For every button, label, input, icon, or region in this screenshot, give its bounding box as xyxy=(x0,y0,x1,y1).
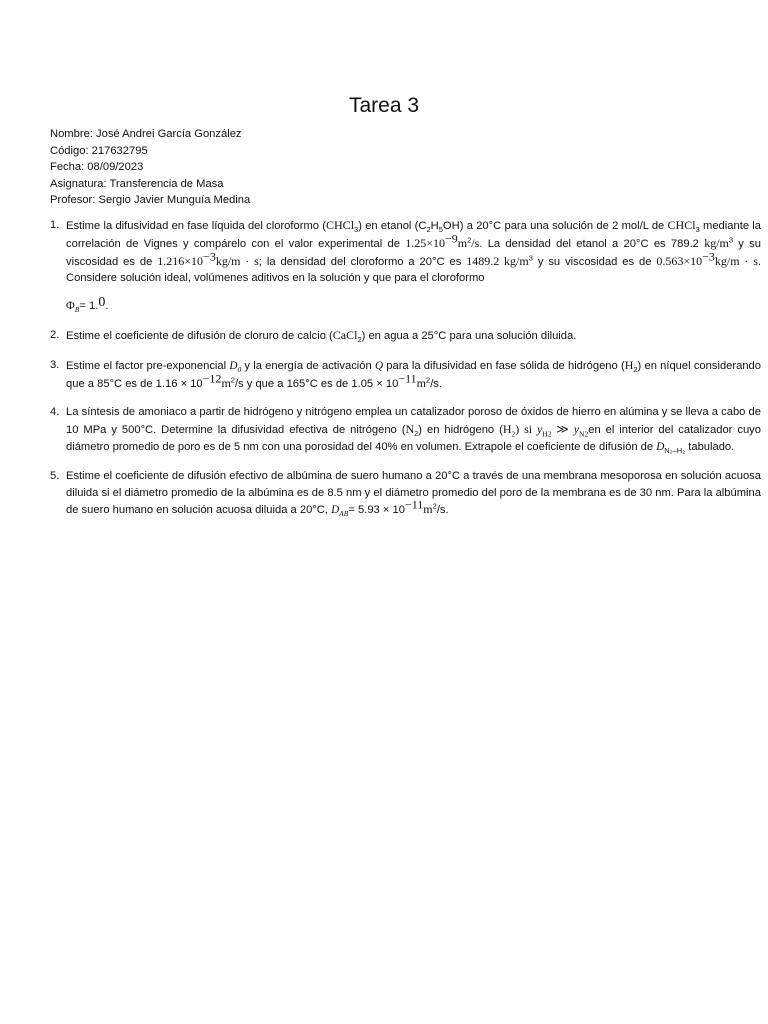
condition-expression: $H_2$) si $y_{H2}$ ≫ $y_{N2}$ xyxy=(502,422,589,439)
professor: Profesor: Sergio Javier Munguía Medina xyxy=(50,194,251,207)
problem-list xyxy=(0,217,768,519)
student-info xyxy=(50,126,768,209)
problem-number: 4. xyxy=(50,406,60,419)
problem-5: 5. Estime el coeficiente de difusión efectivo de albúmina de suero humano a 20°C a través de una membrana mesoporosa en solución acuosa diluida si el diámetro promedio de la albúmina es de 8.5 nm y el diámetro promedio del poro de la membrana es de 30 nm. Para la albúmina de suero humano en solución acuosa diluida a 20°C, $D_{AB}= 5.93 \times 10^{-11}m^2/s$. xyxy=(50,469,761,519)
student-code: Código: 217632795 xyxy=(50,144,148,157)
problem-number: 5. xyxy=(50,469,60,482)
problem-3: 3. Estime el factor pre-exponencial $D_0$ y la energía de activación Q para la difusividad en fase sólida de hidrógeno $(H_2)$ en níquel considerando que a 85°C es de $1.16 \times 10^{-12}m^2/s$ y que a 165°C es de $1.05 \times 10^{-11}m^2/s$. xyxy=(50,357,762,390)
document-title: Tarea 3 xyxy=(348,94,420,117)
problem-number: 1. xyxy=(50,218,60,231)
date: Fecha: 08/09/2023 xyxy=(50,161,144,174)
problem-1: 1. Estime la difusividad en fase líquida del cloroformo (CHCl$_3$) en etanol $(C_2H_5OH)$ a 20°C para una solución de 2 mol/L de CHCl$_3$ mediante la correlación de Vignes y compárelo con el valor experimental de $1.25\times 10^{-9}m^2/s$. La densidad del etanol a 20°C es 789.2 $kg/m^3$ y su viscosidad es de $1.216\times 10^{-3}kg/m \cdot s$; la densidad del cloroformo a 20°C es 1489.2 $kg/m^3$ y su viscosidad es de $0.563\times 10^{-3}kg/m \cdot s$. Considere solución ideal, volúmenes aditivos en la solución y que para el cloroformo $\Phi_B= 1.0$. xyxy=(50,217,762,315)
course: Asignatura: Transferencia de Masa xyxy=(50,177,224,190)
problem-number: 3. xyxy=(50,358,60,371)
student-name: Nombre: José Andrei García González xyxy=(50,128,242,140)
problem-number: 2. xyxy=(50,328,60,341)
phi-equation: $\Phi_B= 1.0$. xyxy=(66,295,109,315)
problem-4: 4. La síntesis de amoniaco a partir de hidrógeno y nitrógeno emplea un catalizador poroso de óxidos de hierro en alúmina y se lleva a cabo de 10 MPa y 500°C. Determine la difusividad efectiva de nitrógeno $(N_2)$ en hidrógeno $(H_2)$ si $y_{H2}$ ≫ $y_{N2}en$ el interior del catalizador cuyo diámetro promedio de poro es de 5 nm con una porosidad del 40% en volumen. Extrapole el coeficiente de difusión de $D_{N_2-H_2}$ tabulado. xyxy=(50,406,761,456)
problem-2: 2. Estime el coeficiente de difusión de cloruro de calcio (CaCl$_2$) en agua a 25°C para una solución diluida. xyxy=(50,327,577,345)
